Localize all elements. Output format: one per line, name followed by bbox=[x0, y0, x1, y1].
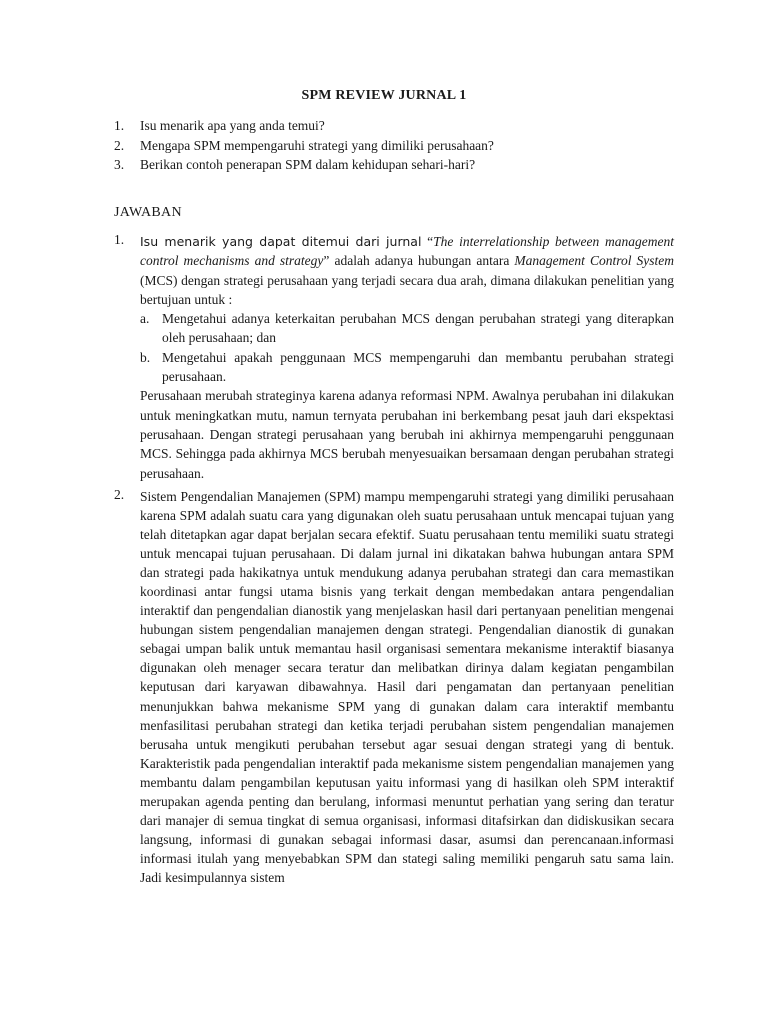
answer-1-body bbox=[140, 232, 674, 483]
document-title: SPM REVIEW JURNAL 1 bbox=[301, 88, 467, 103]
question-number: 3. bbox=[114, 157, 125, 172]
question-text: Berikan contoh penerapan SPM dalam kehidupan sehari-hari? bbox=[140, 157, 476, 172]
answer-1-lead: Isu menarik yang dapat ditemui dari jurnal bbox=[140, 234, 422, 249]
answer-2 bbox=[114, 487, 674, 887]
quote-close: ” bbox=[323, 253, 330, 269]
answer-2-text: Sistem Pengendalian Manajemen (SPM) mampu mempengaruhi strategi yang dimiliki perusahaan karena SPM adalah suatu cara yang digunakan oleh suatu perusahaan untuk mencapai tujuan yang telah ditetapkan agar dapat berjalan secara efektif. Suatu perusahaan tentu memiliki suatu strategi untuk mencapai tujuan perusahaan. Di dalam jurnal ini dikatakan bahwa hubungan antara SPM dan strategi pada hakikatnya untuk mendukung adanya perubahan strategi dan cara memastikan koordinasi antar fungsi utama bisnis yang terkait dengan membedakan antara pengendalian interaktif dan pengendalian dianostik yang menjelaskan hasil dari pertanyaan penelitian mengenai hubungan sistem pengendalian manajemen dengan strategi. Pengendalian dianostik di gunakan sebagai umpan balik untuk memantau hasil organisasi sementara mekanisme interaktif biasanya digunakan oleh menager secara teratur dan melibatkan dirinya dalam kegiatan pengambilan keputusan dari karyawan dibawahnya. Hasil dari pengamatan dan pertanyaan penelitian menunjukkan bahwa mekanisme SPM yang di gunakan dalam cara interaktif membantu menfasilitasi perubahan strategi dan ketika terjadi perubahan sistem pengendalian manajemen berusaha untuk mengikuti perubahan tersebut agar sesuai dengan strategi yang di bentuk. Karakteristik pada pengendalian interaktif pada mekanisme sistem pengendalian manajemen yang membantu dalam pengambilan keputusan yaitu informasi yang di hasilkan oleh SPM interaktif merupakan agenda penting dan berulang, informasi menuntut perhatian yang sering dan teratur dari manajer di semua tingkat di semua organisasi, informasi ditafsirkan dan didiskusikan secara langsung, informasi di gunakan sebagai informasi dasar, asumsi dan perencanaan.informasi informasi itulah yang menyebabkan SPM dan stategi saling memiliki pengaruh satu sama lain. Jadi kesimpulannya sistem bbox=[140, 489, 674, 885]
answer-1-text: adalah adanya hubungan antara bbox=[329, 253, 515, 269]
question-number: 2. bbox=[114, 137, 125, 153]
question-text: Isu menarik apa yang anda temui? bbox=[140, 118, 325, 133]
answers-heading: JAWABAN bbox=[114, 205, 182, 220]
question-item bbox=[114, 155, 694, 175]
subitem-letter: b. bbox=[140, 349, 151, 365]
answer-1 bbox=[114, 232, 674, 483]
subitem-b bbox=[140, 348, 674, 387]
subitem-text: Mengetahui apakah penggunaan MCS mempengaruhi dan membantu perubahan strategi perusahaan. bbox=[162, 349, 674, 385]
answer-1-closing: Perusahaan merubah strateginya karena adanya reformasi NPM. Awalnya perubahan ini dilakukan untuk meningkatkan mutu, namun ternyata perubahan ini berkembang pesat jauh dari ekspektasi perusahaan. Dengan strategi perusahaan yang berubah ini akhirnya mempengaruhi penggunaan MCS. Sehingga pada akhirnya MCS berubah menyesuaikan bersamaan dengan perubahan strategi perusahaan. bbox=[140, 388, 674, 481]
answer-1-text-rest: (MCS) dengan strategi perusahaan yang terjadi secara dua arah, dimana dilakukan penelitian yang bertujuan untuk : bbox=[140, 272, 674, 307]
answer-number: 2. bbox=[114, 487, 125, 502]
subitem-text: Mengetahui adanya keterkaitan perubahan MCS dengan perubahan strategi yang diterapkan oleh perusahaan; dan bbox=[162, 311, 674, 346]
answer-number: 1. bbox=[114, 232, 125, 247]
question-item bbox=[114, 116, 694, 136]
question-text: Mengapa SPM mempengaruhi strategi yang dimiliki perusahaan? bbox=[140, 137, 494, 153]
answer-1-intro bbox=[140, 232, 674, 309]
question-number: 1. bbox=[114, 118, 125, 133]
answer-2-body bbox=[140, 487, 674, 887]
subitem-letter: a. bbox=[140, 311, 150, 327]
quote-open: “ bbox=[421, 234, 434, 249]
question-list bbox=[114, 116, 694, 175]
subitem-a bbox=[140, 309, 674, 348]
journal-title: The interrelationship between management control mechanisms and strategy bbox=[140, 234, 674, 269]
question-item bbox=[114, 136, 694, 156]
mcs-term: Management Control System bbox=[514, 253, 675, 269]
